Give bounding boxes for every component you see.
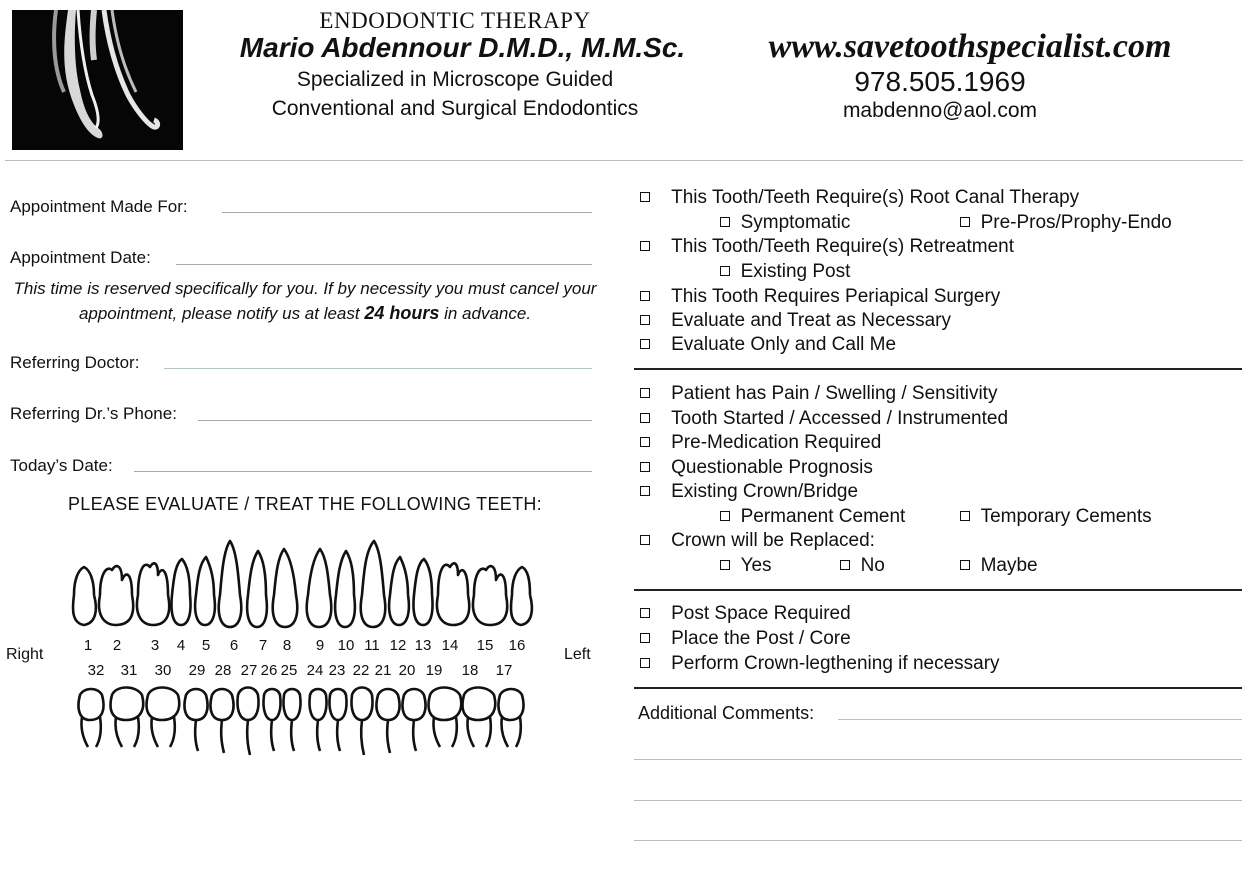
tooth-15[interactable] xyxy=(473,566,507,625)
evaluate-treat-option[interactable] xyxy=(640,309,951,333)
tooth-number-15: 15 xyxy=(476,637,494,654)
post-space-label: Post Space Required xyxy=(671,603,851,624)
tooth-23[interactable] xyxy=(329,689,346,751)
referring-doctor-label: Referring Doctor: xyxy=(10,353,140,372)
tooth-number-3: 3 xyxy=(150,637,160,654)
checkbox-icon[interactable] xyxy=(960,217,970,227)
tooth-number-12: 12 xyxy=(389,637,407,654)
checkbox-icon[interactable] xyxy=(960,511,970,521)
tooth-11[interactable] xyxy=(361,541,386,627)
tooth-number-2: 2 xyxy=(112,637,122,654)
tooth-number-26: 26 xyxy=(260,662,278,679)
tooth-21[interactable] xyxy=(376,689,399,753)
referring-phone-label: Referring Dr.’s Phone: xyxy=(10,404,177,423)
todays-date-field[interactable] xyxy=(134,471,592,472)
checkbox-icon[interactable] xyxy=(640,633,650,643)
checkbox-icon[interactable] xyxy=(840,560,850,570)
permanent-cement-label: Permanent Cement xyxy=(740,506,906,527)
tooth-31[interactable] xyxy=(111,688,144,748)
email-address[interactable]: mabdenno@aol.com xyxy=(842,99,1038,122)
prepros-label: Pre-Pros/Prophy-Endo xyxy=(980,212,1172,233)
maybe-label: Maybe xyxy=(980,555,1038,576)
checkbox-icon[interactable] xyxy=(640,339,650,349)
comments-line-2[interactable] xyxy=(634,759,1242,760)
tooth-number-29: 29 xyxy=(188,662,206,679)
tooth-4[interactable] xyxy=(171,559,190,625)
crown-replaced-option[interactable] xyxy=(640,529,875,553)
practice-type: ENDODONTIC THERAPY xyxy=(319,8,591,33)
tooth-2[interactable] xyxy=(99,566,133,625)
checkbox-icon[interactable] xyxy=(720,560,730,570)
tooth-3[interactable] xyxy=(137,563,169,625)
tooth-6[interactable] xyxy=(219,541,242,627)
tooth-8[interactable] xyxy=(273,549,298,627)
tooth-roots-icon xyxy=(12,10,183,150)
root-canal-label: This Tooth/Teeth Require(s) Root Canal Therapy xyxy=(671,187,1080,208)
place-post-label: Place the Post / Core xyxy=(671,628,851,649)
tooth-19[interactable] xyxy=(429,688,462,748)
prognosis-option[interactable] xyxy=(640,456,873,480)
retreatment-option[interactable] xyxy=(640,235,1014,259)
pain-label: Patient has Pain / Swelling / Sensitivity xyxy=(671,383,998,404)
teeth-chart xyxy=(60,535,550,770)
pain-option[interactable] xyxy=(640,382,997,406)
checkbox-icon[interactable] xyxy=(720,266,730,276)
tooth-number-20: 20 xyxy=(398,662,416,679)
tooth-20[interactable] xyxy=(402,689,425,751)
checkbox-icon[interactable] xyxy=(640,608,650,618)
evaluate-only-label: Evaluate Only and Call Me xyxy=(671,334,897,355)
started-label: Tooth Started / Accessed / Instrumented xyxy=(671,408,1009,429)
tooth-17[interactable] xyxy=(498,689,523,747)
evaluate-only-option[interactable] xyxy=(640,333,896,357)
prepros-option[interactable] xyxy=(960,211,1172,235)
appointment-for-label: Appointment Made For: xyxy=(10,197,188,216)
checkbox-icon[interactable] xyxy=(640,413,650,423)
checkbox-icon[interactable] xyxy=(640,388,650,398)
upper-tooth-numbers xyxy=(84,637,526,654)
logo-root-canal-image xyxy=(12,10,183,150)
section-divider xyxy=(634,687,1242,689)
tooth-26[interactable] xyxy=(263,689,280,751)
tooth-27[interactable] xyxy=(237,688,258,756)
tooth-13[interactable] xyxy=(413,559,432,625)
tooth-28[interactable] xyxy=(210,689,233,753)
no-option[interactable] xyxy=(840,554,885,578)
specialty-line-1: Specialized in Microscope Guided xyxy=(296,68,614,91)
referring-doctor-field[interactable] xyxy=(164,368,592,369)
header-divider xyxy=(5,160,1243,161)
tooth-32[interactable] xyxy=(78,689,103,747)
comments-line-3[interactable] xyxy=(634,800,1242,801)
tooth-number-9: 9 xyxy=(315,637,325,654)
cancellation-notice xyxy=(10,276,600,326)
todays-date-label: Today’s Date: xyxy=(10,456,113,475)
crown-lengthening-label: Perform Crown-legthening if necessary xyxy=(671,653,1000,674)
maybe-option[interactable] xyxy=(960,554,1038,578)
doctor-name: Mario Abdennour D.M.D., M.M.Sc. xyxy=(239,32,686,63)
checkbox-icon[interactable] xyxy=(640,535,650,545)
tooth-number-7: 7 xyxy=(258,637,268,654)
additional-comments-label: Additional Comments: xyxy=(638,703,815,723)
tooth-number-18: 18 xyxy=(461,662,479,679)
appointment-date-field[interactable] xyxy=(176,264,592,265)
checkbox-icon[interactable] xyxy=(640,315,650,325)
tooth-number-8: 8 xyxy=(282,637,292,654)
appointment-for-field[interactable] xyxy=(222,212,592,213)
crown-option[interactable] xyxy=(640,480,858,504)
evaluate-treat-label: Evaluate and Treat as Necessary xyxy=(671,310,951,331)
tooth-number-24: 24 xyxy=(306,662,324,679)
tooth-22[interactable] xyxy=(351,688,372,756)
periapical-label: This Tooth Requires Periapical Surgery xyxy=(671,286,1001,307)
tooth-5[interactable] xyxy=(195,557,215,625)
tooth-12[interactable] xyxy=(389,557,409,625)
periapical-option[interactable] xyxy=(640,285,1000,309)
tooth-number-16: 16 xyxy=(508,637,526,654)
tooth-10[interactable] xyxy=(335,551,355,627)
tooth-9[interactable] xyxy=(307,549,332,627)
tooth-number-13: 13 xyxy=(414,637,432,654)
prognosis-label: Questionable Prognosis xyxy=(671,457,873,478)
tooth-number-19: 19 xyxy=(425,662,443,679)
section-divider xyxy=(634,368,1242,370)
symptomatic-option[interactable] xyxy=(720,211,850,235)
tooth-number-5: 5 xyxy=(201,637,211,654)
specialty-line-2: Conventional and Surgical Endodontics xyxy=(271,97,639,120)
tooth-number-17: 17 xyxy=(495,662,513,679)
crown-replaced-label: Crown will be Replaced: xyxy=(671,530,875,551)
checkbox-icon[interactable] xyxy=(640,291,650,301)
tooth-18[interactable] xyxy=(463,688,496,748)
no-label: No xyxy=(860,555,885,576)
yes-label: Yes xyxy=(740,555,772,576)
root-canal-option[interactable] xyxy=(640,186,1079,210)
tooth-number-23: 23 xyxy=(328,662,346,679)
tooth-1[interactable] xyxy=(73,567,96,625)
checkbox-icon[interactable] xyxy=(720,217,730,227)
tooth-16[interactable] xyxy=(511,567,532,625)
post-space-option[interactable] xyxy=(640,602,851,626)
tooth-24[interactable] xyxy=(309,689,326,751)
existing-post-option[interactable] xyxy=(720,260,850,284)
tooth-number-21: 21 xyxy=(374,662,392,679)
tooth-number-27: 27 xyxy=(240,662,258,679)
checkbox-icon[interactable] xyxy=(640,486,650,496)
temporary-cement-option[interactable] xyxy=(960,505,1152,529)
tooth-29[interactable] xyxy=(184,689,207,751)
tooth-number-4: 4 xyxy=(176,637,186,654)
notice-hours: 24 hours xyxy=(364,303,440,323)
teeth-chart-heading: PLEASE EVALUATE / TREAT THE FOLLOWING TEETH: xyxy=(68,494,542,514)
checkbox-icon[interactable] xyxy=(960,560,970,570)
phone-number: 978.505.1969 xyxy=(854,66,1026,97)
premed-option[interactable] xyxy=(640,431,881,455)
checkbox-icon[interactable] xyxy=(640,192,650,202)
tooth-number-11: 11 xyxy=(364,637,380,654)
tooth-7[interactable] xyxy=(247,551,267,627)
checkbox-icon[interactable] xyxy=(720,511,730,521)
retreatment-label: This Tooth/Teeth Require(s) Retreatment xyxy=(671,236,1014,257)
symptomatic-label: Symptomatic xyxy=(740,212,851,233)
lower-tooth-numbers xyxy=(88,662,513,679)
comments-line-1[interactable] xyxy=(838,719,1242,720)
website-link[interactable]: www.savetoothspecialist.com xyxy=(768,28,1172,65)
started-option[interactable] xyxy=(640,407,1008,431)
tooth-number-1: 1 xyxy=(83,637,93,654)
tooth-number-32: 32 xyxy=(87,662,105,679)
comments-line-4[interactable] xyxy=(634,840,1242,841)
yes-option[interactable] xyxy=(720,554,772,578)
tooth-number-28: 28 xyxy=(214,662,232,679)
tooth-number-22: 22 xyxy=(352,662,370,679)
tooth-number-14: 14 xyxy=(441,637,459,654)
tooth-number-10: 10 xyxy=(337,637,355,654)
tooth-number-31: 31 xyxy=(120,662,138,679)
section-divider xyxy=(634,589,1242,591)
right-side-label: Right xyxy=(6,646,44,663)
tooth-number-6: 6 xyxy=(229,637,239,654)
appointment-date-label: Appointment Date: xyxy=(10,248,151,267)
notice-text: This time is reserved specifically for you. If by necessity you must cancel your appointment, please notify us at least xyxy=(13,279,597,323)
referring-phone-field[interactable] xyxy=(198,420,592,421)
checkbox-icon[interactable] xyxy=(640,437,650,447)
left-side-label: Left xyxy=(564,646,591,663)
checkbox-icon[interactable] xyxy=(640,462,650,472)
notice-text-end: in advance. xyxy=(439,304,532,323)
temporary-cement-label: Temporary Cements xyxy=(980,506,1152,527)
tooth-14[interactable] xyxy=(437,563,469,625)
tooth-30[interactable] xyxy=(147,688,180,748)
existing-post-label: Existing Post xyxy=(740,261,851,282)
tooth-number-25: 25 xyxy=(280,662,298,679)
crown-lengthening-option[interactable] xyxy=(640,652,1000,676)
tooth-number-30: 30 xyxy=(154,662,172,679)
crown-label: Existing Crown/Bridge xyxy=(671,481,859,502)
tooth-25[interactable] xyxy=(283,689,300,751)
permanent-cement-option[interactable] xyxy=(720,505,905,529)
checkbox-icon[interactable] xyxy=(640,658,650,668)
place-post-option[interactable] xyxy=(640,627,851,651)
premed-label: Pre-Medication Required xyxy=(671,432,882,453)
checkbox-icon[interactable] xyxy=(640,241,650,251)
